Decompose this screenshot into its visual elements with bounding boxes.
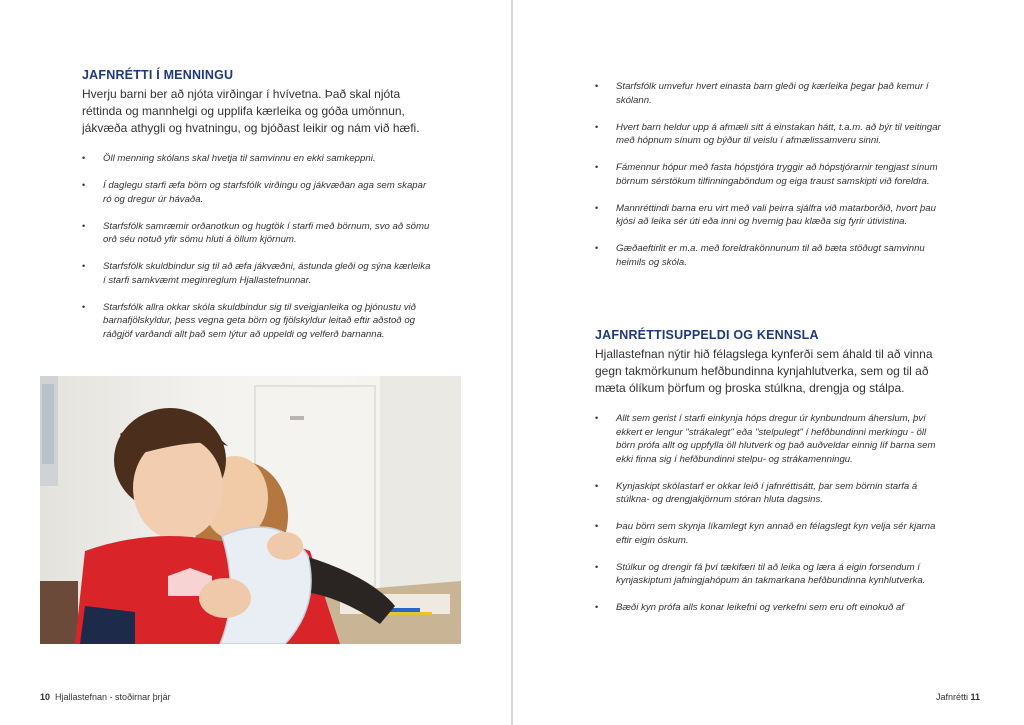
footer-text: Hjallastefnan - stoðirnar þrjár	[55, 692, 171, 702]
right-page	[513, 0, 1024, 725]
intro-paragraph: Hjallastefnan nýtir hið félagslega kynferði sem áhald til að vinna gegn takmörkunum hefðbundinna kynjahlutverka, sem og til að mæta ólíkum þörfum og þroska stúlkna, drengja og stálpa.	[595, 347, 933, 395]
list-item: • Kynjaskipt skólastarf er okkar leið í jafnréttisátt, þar sem börnin starfa á stúlkna- og drengjakjörnum stóran hluta dagsins.	[595, 480, 918, 505]
left-page	[0, 0, 511, 725]
footer-text: Jafnrétti	[935, 692, 968, 702]
list-item: • Stúlkur og drengir fá því tækifæri til að leika og læra á eigin forsendum í kynjaskiptum jafningjahópum án takmarkana hefðbundinna kynhlutverka.	[595, 561, 926, 586]
right-footer	[936, 692, 980, 702]
list-item: • Hvert barn heldur upp á afmæli sitt á einstakan hátt, t.a.m. að býr til veitingar með hópnum sínum og býður til veislu í afmælissamveru sinni.	[595, 121, 941, 146]
bullet-icon: •	[595, 243, 599, 253]
section-heading: JAFNRÉTTI Í MENNINGU	[82, 68, 234, 82]
children-photo	[40, 376, 461, 644]
page-number: 10	[40, 692, 51, 702]
list-item: • Mannréttindi barna eru virt með vali þeirra sjálfra við matarborðið, hvort þau kjósi að leika sér úti eða inni og hvernig þau klæða sig fyrir útivistina.	[595, 202, 936, 227]
children-photo-illustration	[40, 376, 461, 644]
bullet-list	[595, 80, 945, 269]
bullet-icon: •	[595, 162, 599, 172]
bullet-icon: •	[595, 602, 599, 612]
list-item: • Fámennur hópur með fasta hópstjóra tryggir að hópstjórarnir tengjast sínum börnum sérstökum tilfinningaböndum og eiga traust samskipti við foreldra.	[595, 162, 938, 187]
bullet-icon: •	[595, 413, 599, 423]
list-item: • Starfsfólk umvefur hvert einasta barn gleði og kærleika þegar það kemur í skólann.	[595, 81, 929, 106]
bullet-icon: •	[82, 261, 86, 271]
page-number: 11	[970, 692, 980, 702]
list-item: • Bæði kyn prófa alls konar leikefni og verkefni sem eru oft einokuð af	[595, 602, 904, 613]
list-item: • Í daglegu starfi æfa börn og starfsfólk virðingu og jákvæðan aga sem skapar ró og dregur úr hávaða.	[82, 180, 427, 205]
list-item: • Öll menning skólans skal hvetja til samvinnu en ekki samkeppni.	[82, 153, 376, 164]
list-item: • Starfsfólk samræmir orðanotkun og hugtök í starfi með börnum, svo að sömu orð séu notuð yfir sömu hluti á öllum kjörnum.	[82, 220, 430, 245]
section-heading: JAFNRÉTTISUPPELDI OG KENNSLA	[595, 328, 819, 342]
bullet-icon: •	[595, 121, 599, 132]
bullet-icon: •	[82, 301, 86, 312]
section-jafnretti-i-menningu	[82, 68, 432, 355]
left-footer	[40, 692, 171, 702]
bullet-icon: •	[595, 480, 599, 491]
list-item: • Þau börn sem skynja líkamlegt kyn annað en félagslegt kyn velja sér kjarna eftir eigin óskum.	[595, 521, 936, 546]
bullet-icon: •	[82, 220, 86, 231]
bullet-icon: •	[82, 153, 86, 163]
bullet-icon: •	[595, 202, 599, 213]
bullet-icon: •	[595, 521, 599, 531]
list-item: • Allt sem gerist í starfi einkynja hóps dregur úr kynbundnum áherslum, því ekkert er lengur "strákalegt" eða "stelpulegt" í hefðbundinni merkingu - öll börn prófa allt og uppfylla öll hlutverk og það auðveldar einnig líf barna sem ekki finna sig í hefðbundinni stelpu- og strákamenningu.	[595, 413, 936, 465]
intro-paragraph: Hverju barni ber að njóta virðingar í hvívetna. Það skal njóta réttinda og mannhelgi og upplifa kærleika og góða umönnun, jákvæða athygli og hvatningu, og bjóðast leikir og nám við hæfi.	[82, 87, 420, 135]
bullet-list	[595, 412, 945, 615]
bullet-list	[82, 152, 432, 341]
bullet-icon: •	[82, 180, 86, 190]
bullet-list-continued	[595, 80, 945, 283]
list-item: • Starfsfólk allra okkar skóla skuldbindur sig til sveigjanleika og þjónustu við barnafjölskyldur, þess vegna geta börn og fjölskyldur leitað eftir aðstoð og ráðgjöf varðandi allt það sem lýtur að uppeldi og velferð barnanna.	[82, 301, 417, 340]
list-item: • Starfsfólk skuldbindur sig til að æfa jákvæðni, ástunda gleði og sýna kærleika í starfi samkvæmt meginreglum Hjallastefnunnar.	[82, 261, 431, 286]
bullet-icon: •	[595, 81, 599, 91]
section-jafnrettisuppeldi	[595, 328, 945, 628]
bullet-icon: •	[595, 561, 599, 572]
list-item: • Gæðaeftirlit er m.a. með foreldrakönnunum til að bæta stöðugt samvinnu heimils og skóla.	[595, 243, 925, 268]
